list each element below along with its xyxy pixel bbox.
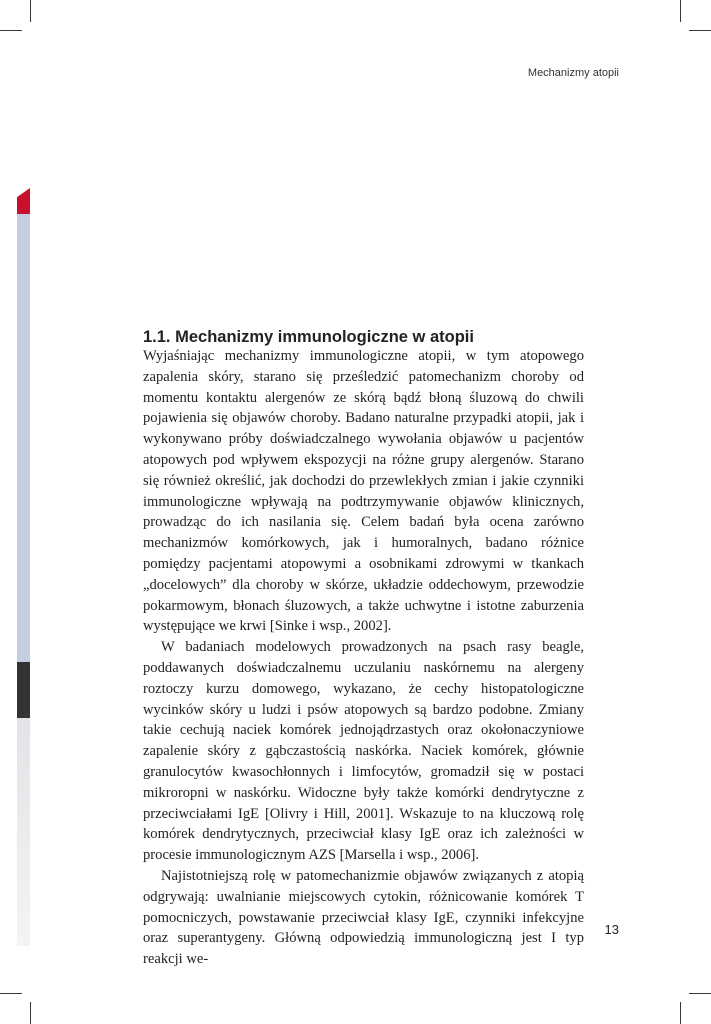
crop-mark-bottom-right [680, 1002, 681, 1024]
crop-mark-top-left [30, 0, 31, 22]
crop-mark-top-right [680, 0, 681, 22]
paragraph-2: W badaniach modelowych prowadzonych na psach rasy beagle, poddawanych doświadczalnemu uczulaniu naskórnemu na alergeny roztoczy kurzu domowego, wykazano, że cechy histopatologiczne wycinków skóry u ludzi i psów atopowych są bardzo podobne. Zmiany takie cechują naciek komórek jednojądrzastych oraz okołonaczyniowe zapalenie skóry z gąbczastością naskórka. Naciek komórek, głównie granulocytów kwasochłonnych i limfocytów, gromadził się w postaci mikroropni w naskórku. Widoczne były także komórki dendrytyczne z przeciwciałami IgE [Olivry i Hill, 2001]. Wskazuje to na kluczową rolę komórek dendrytycznych, przeciwciał klasy IgE oraz ich zależności w procesie immunologicznym AZS [Marsella i wsp., 2006]. [143, 639, 584, 864]
sidebar-dark-segment [17, 662, 30, 718]
crop-mark-top-right-h [689, 30, 711, 31]
paragraph-1: Wyjaśniając mechanizmy immunologiczne atopii, w tym atopowego zapalenia skóry, starano się prześledzić patomechanizm choroby od momentu kontaktu alergenów ze skórą bądź błoną śluzową do chwili pojawienia się objawów choroby. Badano naturalne przypadki atopii, jak i wykonywano próby doświadczalnego wywołania objawów u pacjentów atopowych pod wpływem ekspozycji na różne grupy alergenów. Starano się również określić, jak dochodzi do przewlekłych zmian i jakie czynniki immunologiczne wpływają na podtrzymywanie objawów klinicznych, prowadząc do ich nasilania się. Celem badań była ocena zarówno mechanizmów komórkowych, jak i humoralnych, badano różnice pomiędzy pacjentami atopowymi a osobnikami zdrowymi w tkankach „docelowych” dla choroby w skórze, układzie oddechowym, przewodzie pokarmowym, błonach śluzowych, a także uchwytne i istotne zaburzenia występujące we krwi [Sinke i wsp., 2002]. [143, 348, 584, 635]
sidebar-light-gray-segment [17, 718, 30, 946]
sidebar-light-blue-segment [17, 214, 30, 662]
section-heading: 1.1. Mechanizmy immunologiczne w atopii [143, 328, 474, 346]
sidebar-red-segment [17, 188, 30, 214]
page-number: 13 [604, 922, 619, 937]
crop-mark-bottom-left [30, 1002, 31, 1024]
crop-mark-bottom-right-h [689, 993, 711, 994]
running-head: Mechanizmy atopii [527, 67, 619, 79]
crop-mark-bottom-left-h [0, 993, 22, 994]
paragraph-3: Najistotniejszą rolę w patomechanizmie objawów związanych z atopią odgrywają: uwalnianie miejscowych cytokin, różnicowanie komórek T pomocniczych, powstawanie przeciwciał klasy IgE, czynniki infekcyjne oraz superantygeny. Główną odpowiedzią immunologiczną jest I typ reakcji we- [143, 867, 584, 968]
body-text [143, 346, 584, 970]
crop-mark-top-left-h [0, 30, 22, 31]
